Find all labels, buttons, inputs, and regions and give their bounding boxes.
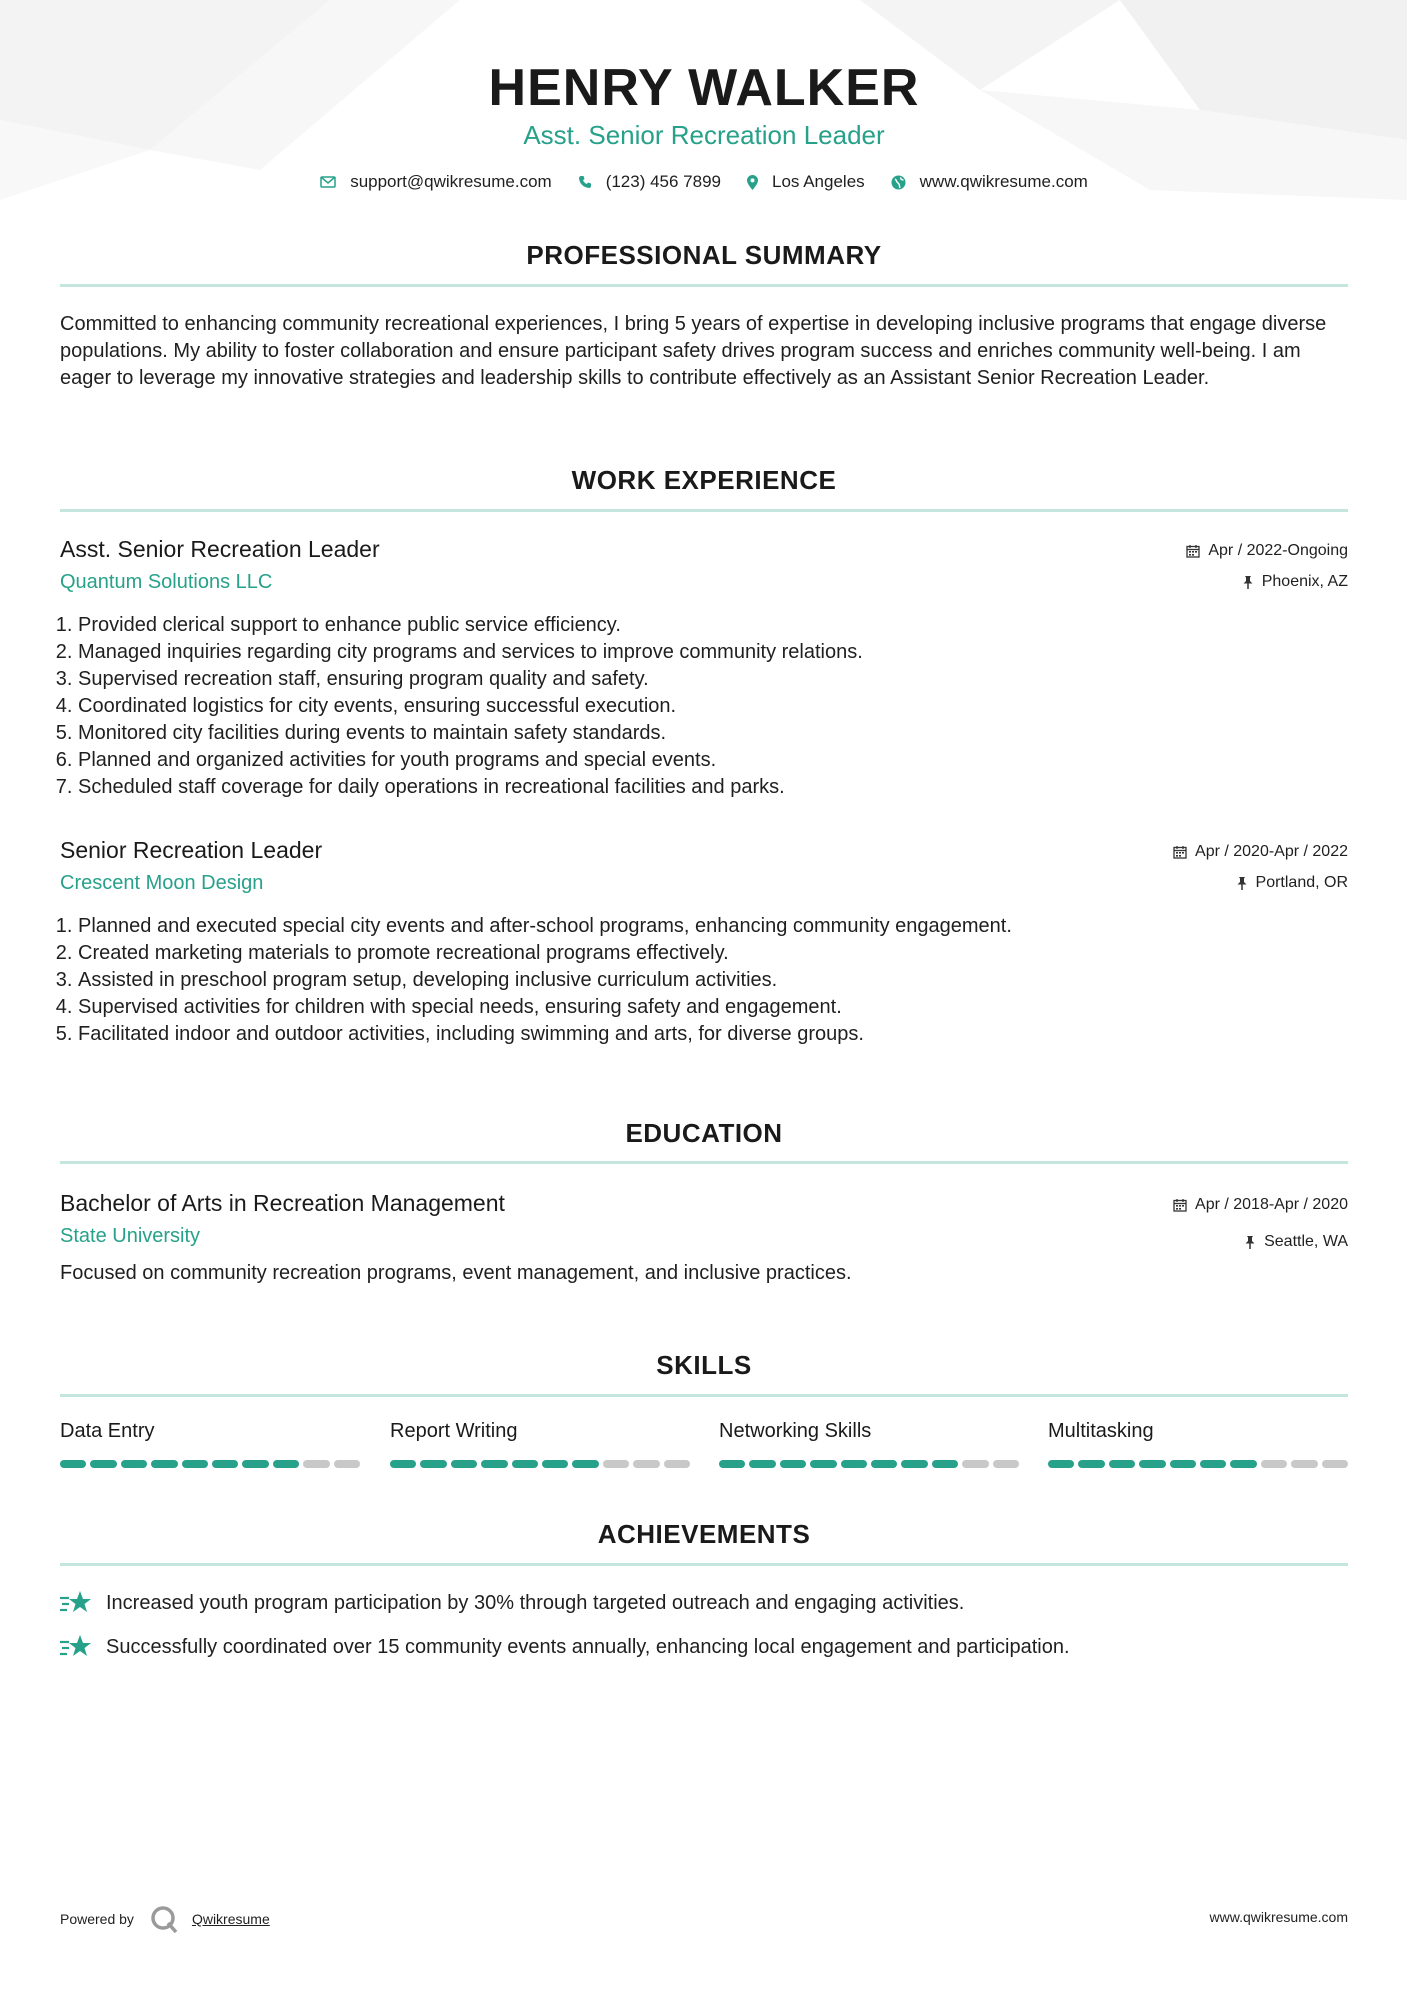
experience-heading: WORK EXPERIENCE [571,465,837,495]
star-award-icon [60,1590,92,1616]
website-text: www.qwikresume.com [919,172,1088,191]
skill-segment-filled [242,1460,268,1468]
skill-segment-filled [901,1460,927,1468]
section-divider [60,1161,1348,1164]
job-bullet: 3. Assisted in preschool program setup, developing inclusive curriculum activities. [78,967,1348,994]
powered-by [60,1905,270,1933]
job-role: Senior Recreation Leader [60,837,323,863]
pushpin-icon [1242,575,1254,589]
contact-bar [60,172,1348,192]
education-heading: EDUCATION [625,1118,783,1148]
section-divider [60,1394,1348,1397]
calendar-icon [1173,845,1187,859]
skill-segment-empty [1291,1460,1317,1468]
skill-name: Networking Skills [719,1420,872,1442]
footer-website[interactable]: www.qwikresume.com [1209,1909,1348,1925]
skill-segment-empty [1322,1460,1348,1468]
education-location-text: Seattle, WA [1264,1233,1348,1250]
skill-name: Multitasking [1048,1420,1154,1442]
skill-name: Data Entry [60,1420,155,1442]
skill-segment-filled [841,1460,867,1468]
skill-level-bar [719,1460,1019,1469]
skill-segment-filled [749,1460,775,1468]
job-date [1186,542,1348,560]
skills-heading: SKILLS [656,1350,752,1380]
section-divider [60,509,1348,512]
job-bullet: 5. Monitored city facilities during events to maintain safety standards. [78,720,1348,747]
achievement-item [60,1590,1348,1616]
contact-location [747,172,865,192]
skill-segment-filled [390,1460,416,1468]
section-divider [60,284,1348,287]
pushpin-icon [1244,1235,1256,1249]
skill-segment-filled [1200,1460,1226,1468]
education-description: Focused on community recreation programs, event management, and inclusive practices. [60,1262,852,1284]
skill-level-bar [60,1460,360,1469]
location-text: Los Angeles [772,172,865,191]
contact-phone[interactable] [578,172,721,192]
achievements-heading: ACHIEVEMENTS [597,1519,811,1549]
calendar-icon [1186,544,1200,558]
skill-segment-filled [481,1460,507,1468]
pushpin-icon [1236,876,1248,890]
candidate-name: HENRY WALKER [488,59,920,117]
skill-segment-empty [633,1460,659,1468]
contact-website[interactable] [891,172,1088,192]
job-company: Quantum Solutions LLC [60,571,273,593]
skill-segment-empty [993,1460,1019,1468]
summary-text: Committed to enhancing community recreational experiences, I bring 5 years of expertise in developing inclusive programs that engage diverse populations. My ability to foster collaboration and ensure participant safety drives program success and enriches community well-being. I am eager to leverage my innovative strategies and leadership skills to contribute effectively as an Assistant Senior Recreation Leader. [60,313,1327,389]
job-bullet: 3. Supervised recreation staff, ensuring program quality and safety. [78,666,1348,693]
skill-segment-filled [90,1460,116,1468]
skill-segment-filled [1230,1460,1256,1468]
skill-segment-empty [962,1460,988,1468]
skill-segment-filled [1048,1460,1074,1468]
skill-item [1048,1420,1348,1448]
job-company: Crescent Moon Design [60,872,264,894]
job-date-text: Apr / 2020-Apr / 2022 [1195,843,1348,860]
skill-segment-filled [1139,1460,1165,1468]
summary-heading: PROFESSIONAL SUMMARY [526,240,882,270]
contact-email[interactable] [320,172,552,192]
achievement-item [60,1634,1348,1660]
job-bullet: 6. Planned and organized activities for youth programs and special events. [78,747,1348,774]
skill-segment-filled [151,1460,177,1468]
star-award-icon [60,1634,92,1660]
skill-name: Report Writing [390,1420,518,1442]
job-bullet: 2. Created marketing materials to promote recreational programs effectively. [78,940,1348,967]
skill-segment-filled [1109,1460,1135,1468]
job-location-text: Portland, OR [1255,874,1348,891]
job-location [1236,874,1348,892]
globe-icon [891,175,906,190]
skill-segment-filled [1170,1460,1196,1468]
phone-text: (123) 456 7899 [605,172,722,191]
skill-segment-empty [303,1460,329,1468]
job-date [1173,843,1348,861]
footer [60,1900,1348,1930]
skill-level-bar [390,1460,690,1469]
job-bullets [60,913,1348,1048]
powered-by-label: Powered by [60,1911,134,1927]
job-bullet: 4. Supervised activities for children with special needs, ensuring safety and engagement. [78,994,1348,1021]
degree-name: Bachelor of Arts in Recreation Management [60,1190,505,1216]
skill-segment-filled [719,1460,745,1468]
skill-segment-filled [121,1460,147,1468]
job-bullet: 4. Coordinated logistics for city events, ensuring successful execution. [78,693,1348,720]
skill-segment-filled [60,1460,86,1468]
job-location-text: Phoenix, AZ [1261,573,1348,590]
job-bullet: 7. Scheduled staff coverage for daily operations in recreational facilities and parks. [78,774,1348,801]
job-date-text: Apr / 2022-Ongoing [1208,542,1348,559]
skills-grid [60,1420,1348,1470]
skill-segment-filled [542,1460,568,1468]
job-bullet: 2. Managed inquiries regarding city programs and services to improve community relations. [78,639,1348,666]
skill-segment-filled [273,1460,299,1468]
map-pin-icon [747,175,758,190]
calendar-icon [1173,1198,1187,1212]
skill-segment-filled [871,1460,897,1468]
phone-icon [578,175,592,189]
skill-segment-filled [572,1460,598,1468]
skill-segment-filled [810,1460,836,1468]
skill-segment-filled [512,1460,538,1468]
achievement-text: Increased youth program participation by 30% through targeted outreach and engaging activities. [106,1591,965,1614]
job-bullet: 5. Facilitated indoor and outdoor activities, including swimming and arts, for diverse groups. [78,1021,1348,1048]
job-location [1242,573,1348,591]
skill-segment-empty [603,1460,629,1468]
skill-level-bar [1048,1460,1348,1469]
skill-item [719,1420,1019,1448]
skill-segment-filled [420,1460,446,1468]
envelope-icon [320,176,336,188]
achievement-text: Successfully coordinated over 15 community events annually, enhancing local engagement and participation. [106,1635,1070,1658]
job-role: Asst. Senior Recreation Leader [60,536,380,562]
job-bullets [60,612,1348,801]
job-bullet: 1. Provided clerical support to enhance public service efficiency. [78,612,1348,639]
education-entry [60,1190,1348,1300]
skill-segment-filled [212,1460,238,1468]
skill-segment-filled [1078,1460,1104,1468]
qwikresume-logo-icon [150,1905,178,1933]
skill-segment-filled [451,1460,477,1468]
skill-segment-filled [780,1460,806,1468]
education-location [1244,1233,1348,1251]
candidate-title: Asst. Senior Recreation Leader [523,120,885,150]
section-divider [60,1563,1348,1566]
skill-segment-empty [1261,1460,1287,1468]
brand-link[interactable]: Qwikresume [191,1911,270,1927]
email-text: support@qwikresume.com [350,172,552,191]
skill-segment-empty [334,1460,360,1468]
skill-segment-empty [664,1460,690,1468]
skill-item [390,1420,690,1448]
education-date [1173,1196,1348,1214]
skill-segment-filled [182,1460,208,1468]
education-date-text: Apr / 2018-Apr / 2020 [1195,1196,1348,1213]
job-entry [60,536,1348,806]
school-name: State University [60,1225,201,1247]
job-entry [60,837,1348,1057]
skill-segment-filled [932,1460,958,1468]
skill-item [60,1420,360,1448]
job-bullet: 1. Planned and executed special city events and after-school programs, enhancing community engagement. [78,913,1348,940]
